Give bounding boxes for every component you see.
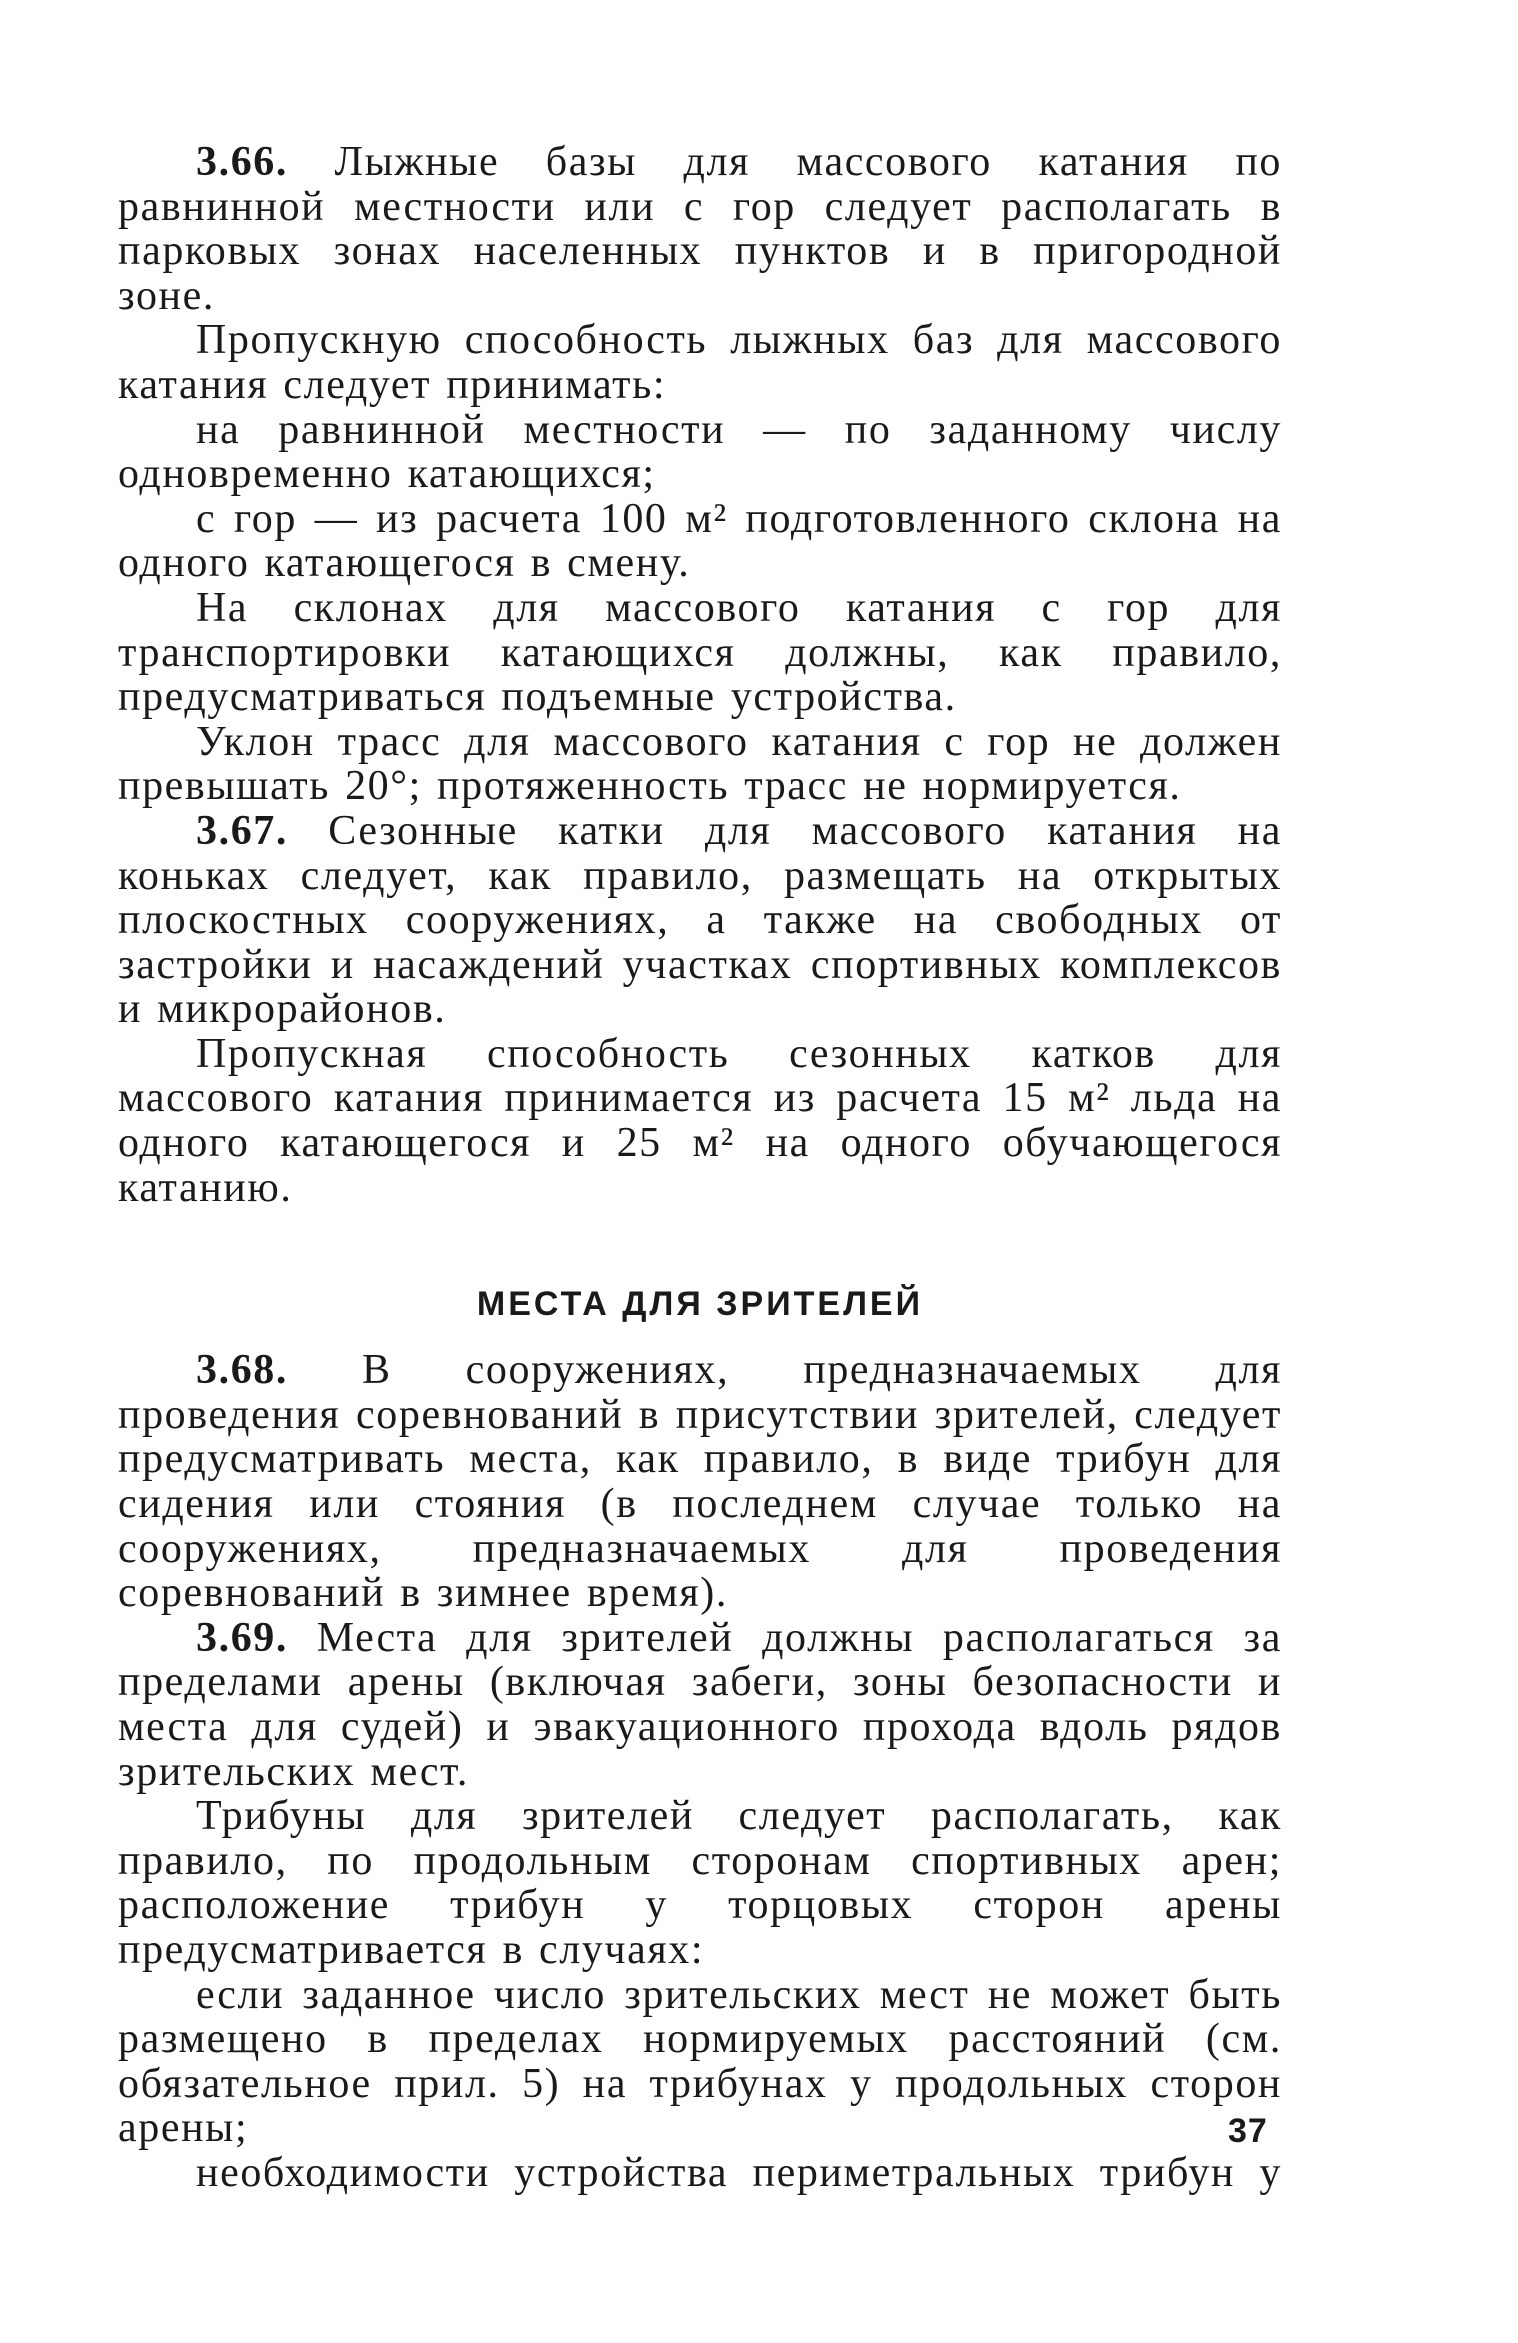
paragraph [118, 1973, 1282, 2151]
document-page [118, 140, 1282, 2196]
section-bottom [118, 1348, 1282, 2195]
paragraph-text: На склонах для массового катания с гор для транспортировки катающихся должны, как правило, предусматриваться подъемные устройства. [118, 584, 1282, 721]
section-top [118, 140, 1282, 1210]
page-number: 37 [1228, 2112, 1268, 2150]
clause-number: 3.66. [196, 139, 288, 185]
paragraph [118, 408, 1282, 497]
section-heading: МЕСТА ДЛЯ ЗРИТЕЛЕЙ [476, 1285, 924, 1324]
paragraph-text: с гор — из расчета 100 м² подготовленного склона на одного катающегося в смену. [118, 495, 1282, 587]
paragraph [118, 720, 1282, 809]
paragraph-text: Трибуны для зрителей следует располагать, как правило, по продольным сторонам спортивных арен; расположение трибун у торцовых сторон арены предусматривается в случаях: [118, 1793, 1282, 1973]
paragraph-text: Сезонные катки для массового катания на коньках следует, как правило, размещать на открытых плоскостных сооружениях, а также на свободных от застройки и насаждений участках спортивных комплексов и микрорайонов. [118, 807, 1282, 1033]
clause-number: 3.67. [196, 807, 288, 854]
paragraph-text: необходимости устройства периметральных трибун у [196, 2149, 1282, 2196]
paragraph-3-66 [118, 140, 1282, 318]
paragraph [118, 497, 1282, 586]
paragraph-3-69 [118, 1616, 1282, 1794]
clause-number: 3.68. [196, 1347, 288, 1394]
paragraph-text: Уклон трасс для массового катания с гор не должен превышать 20°; протяженность трасс не нормируется. [118, 718, 1282, 810]
paragraph-text: Пропускную способность лыжных баз для массового катания следует принимать: [118, 317, 1282, 408]
paragraph [118, 1794, 1282, 1972]
paragraph [118, 586, 1282, 720]
paragraph-text: Пропускная способность сезонных катков для массового катания принимается из расчета 15 м² льда на одного катающегося и 25 м² на одного обучающегося катанию. [118, 1030, 1282, 1211]
clause-number: 3.69. [196, 1614, 288, 1661]
paragraph [118, 318, 1282, 407]
paragraph-text: Места для зрителей должны располагаться за пределами арены (включая забеги, зоны безопасности и места для судей) и эвакуационного прохода вдоль рядов зрительских мест. [118, 1614, 1282, 1795]
paragraph-text: на равнинной местности — по заданному числу одновременно катающихся; [118, 406, 1282, 498]
paragraph-3-67 [118, 809, 1282, 1032]
paragraph-text: В сооружениях, предназначаемых для проведения соревнований в присутствии зрителей, следует предусматривать места, как правило, в виде трибун для сидения или стояния (в последнем случае только на сооружениях, предназначаемых для проведения соревнований в зимнее время). [118, 1347, 1282, 1617]
paragraph-3-68 [118, 1348, 1282, 1616]
paragraph [118, 1032, 1282, 1210]
paragraph-text: Лыжные базы для массового катания по равнинной местности или с гор следует располагать в парковых зонах населенных пунктов и в пригородной зоне. [118, 139, 1282, 319]
paragraph-continued [118, 2151, 1282, 2196]
paragraph-text: если заданное число зрительских мест не может быть размещено в пределах нормируемых расстояний (см. обязательное прил. 5) на трибунах у продольных сторон арены; [118, 1971, 1282, 2152]
